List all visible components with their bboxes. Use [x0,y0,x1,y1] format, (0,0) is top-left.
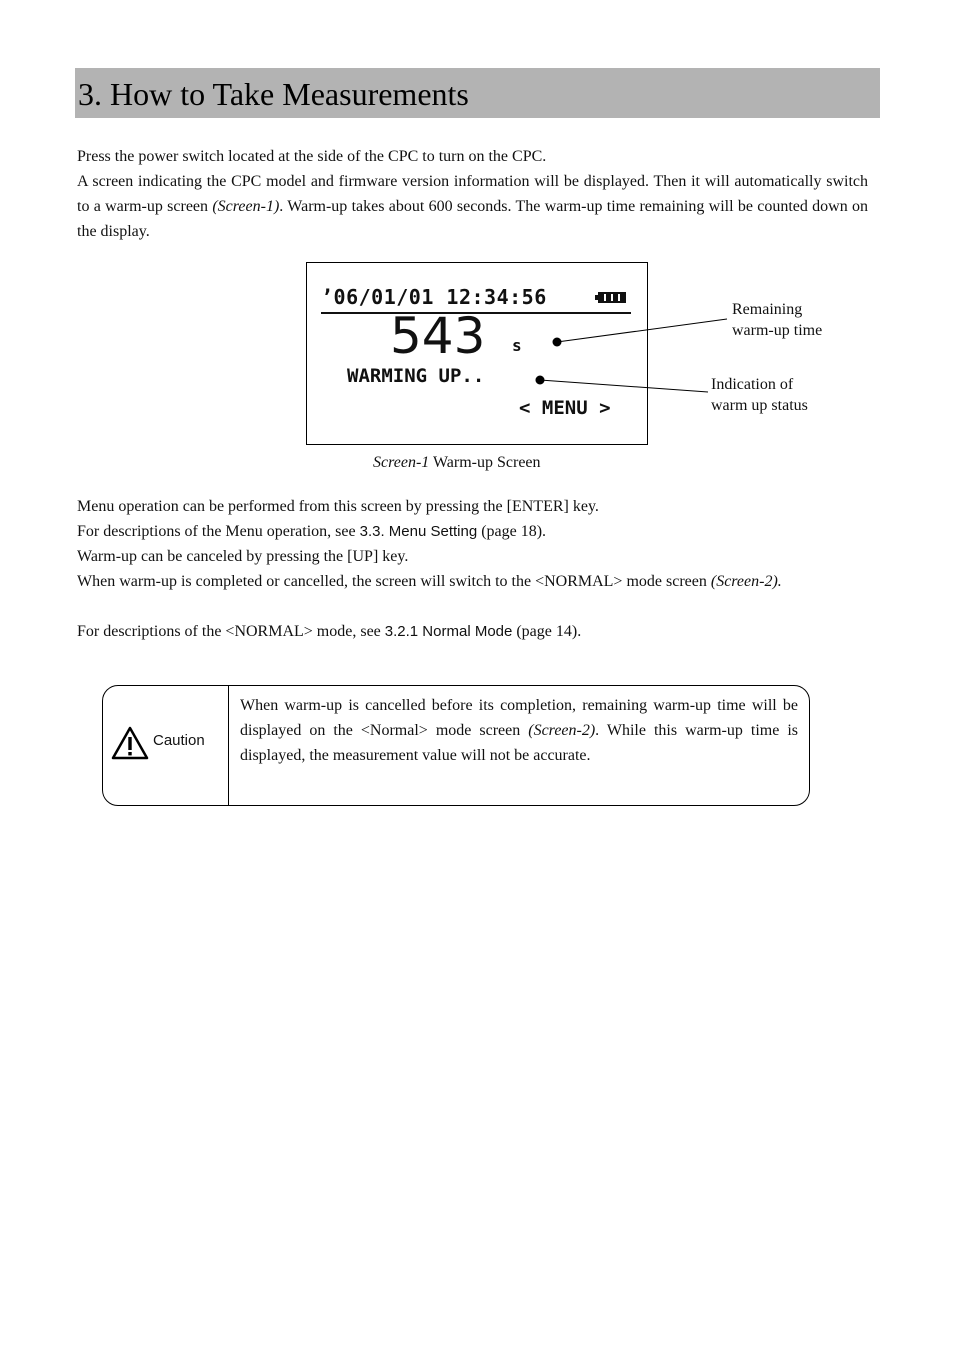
intro-paragraph-2 [77,169,868,244]
screen-1-reference: (Screen-1) [212,198,280,215]
body-line-1 [77,494,868,519]
caption-title: Warm-up Screen [429,454,541,471]
lcd-status: WARMING UP.. [347,365,485,387]
intro-paragraph-1 [77,144,868,169]
body-line-3 [77,544,868,569]
body-text-2b: (page 18). [477,523,547,540]
caution-text-a: When warm-up is cancelled before its completion, remaining warm-up time will be displayed on the <Normal> mode screen [240,697,798,739]
caution-box [102,685,810,806]
body-text-2a: For descriptions of the Menu operation, see [77,523,360,540]
caption-reference: Screen-1 [373,454,430,471]
normal-mode-link[interactable]: 3.2.1 Normal Mode [384,623,513,640]
lcd-date-time: ’06/01/01 12:34:56 [321,285,547,309]
body-text-3: Warm-up can be canceled by pressing the [UP] key. [77,548,409,565]
callout-status-line-2: warm up status [711,397,808,414]
body-text-4a: When warm-up is completed or cancelled, the screen will switch to the <NORMAL> mode screen [77,573,711,590]
body-text-5a: For descriptions of the <NORMAL> mode, see [77,623,385,640]
intro-text-1: Press the power switch located at the side of the CPC to turn on the CPC. [77,148,547,165]
figure-caption [373,452,541,474]
menu-setting-link[interactable]: 3.3. Menu Setting [359,523,478,540]
intro-text-2b: . Warm-up takes about 600 seconds. The warm-up time remaining will be counted down on the display. [77,198,869,240]
callout-remaining-line-1: Remaining [732,301,803,318]
section-heading-bar [75,68,880,118]
lcd-countdown: 543 [390,307,486,365]
callout-remaining-line-2: warm-up time [732,322,823,339]
body-line-5 [77,619,868,644]
caution-label: Caution [153,732,205,749]
callout-status-line-1: Indication of [711,376,794,393]
body-line-4 [77,569,868,594]
caution-text [240,693,798,768]
body-text-1: Menu operation can be performed from this screen by pressing the [ENTER] key. [77,498,599,515]
caution-divider [228,686,229,805]
screen-2-reference: (Screen-2). [710,573,782,590]
callout-warmup-status [711,374,808,416]
warning-icon [111,726,149,760]
caution-text-b: . While this warm-up time is displayed, the measurement value will not be accurate. [240,722,798,764]
intro-text-2a: A screen indicating the CPC model and firmware version information will be displayed. Then it will automatically switch to a warm-up screen [77,173,868,215]
lcd-menu: < MENU > [519,397,611,419]
body-text-5b: (page 14). [512,623,582,640]
lcd-unit: s [512,336,522,355]
section-title: 3. How to Take Measurements [78,76,469,112]
battery-icon [595,291,627,304]
body-line-2 [77,519,868,544]
callout-remaining-time [732,299,822,341]
caution-screen-2-reference: (Screen-2) [528,722,596,739]
warmup-lcd-screen [306,262,648,445]
